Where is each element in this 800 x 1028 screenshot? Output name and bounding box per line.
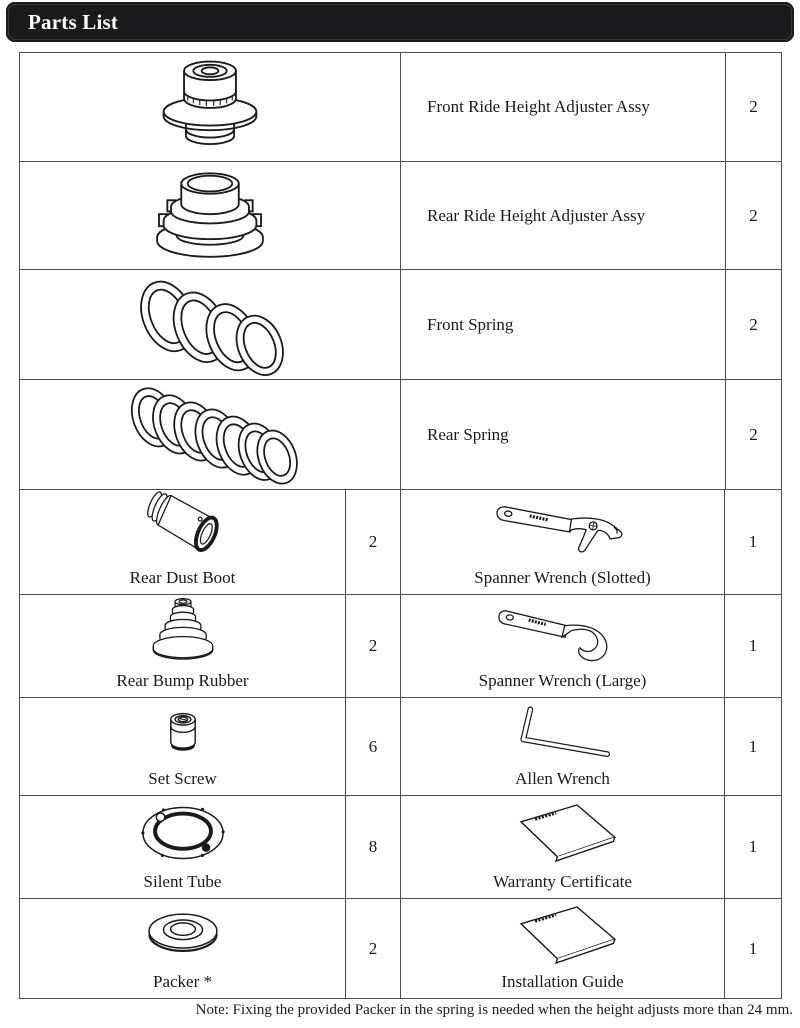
quantity-value: 1 [724, 490, 781, 594]
rear-dust-boot-image [122, 491, 244, 565]
rear-ride-height-adjuster-image [130, 165, 290, 267]
quantity-value: 2 [725, 270, 781, 379]
table-row [20, 594, 781, 697]
parts-list-header [6, 2, 794, 42]
page-title: Parts List [28, 9, 119, 34]
quantity-value: 1 [724, 796, 781, 898]
warranty-certificate-image [496, 798, 630, 868]
part-name: Set Screw [148, 769, 217, 788]
quantity-value: 1 [724, 899, 781, 998]
part-name: Packer * [152, 972, 212, 991]
part-name: Spanner Wrench (Slotted) [474, 568, 651, 587]
table-row [20, 269, 781, 379]
part-name: Allen Wrench [515, 769, 610, 788]
quantity-value: 2 [725, 380, 781, 489]
set-screw-image [160, 706, 206, 760]
table-row [20, 53, 781, 161]
part-name: Rear Dust Boot [129, 568, 236, 587]
quantity-value: 2 [345, 490, 400, 594]
quantity-value: 2 [345, 899, 400, 998]
part-name: Installation Guide [501, 972, 624, 991]
spanner-wrench-slotted-image [472, 492, 654, 564]
part-name: Rear Bump Rubber [116, 671, 249, 690]
table-row [20, 379, 781, 489]
part-name: Silent Tube [143, 872, 222, 891]
front-ride-height-adjuster-image [132, 56, 288, 158]
table-row [20, 161, 781, 269]
quantity-value: 1 [724, 595, 781, 697]
allen-wrench-image [499, 701, 627, 765]
rear-bump-rubber-image [139, 595, 227, 669]
quantity-value: 1 [724, 698, 781, 795]
quantity-value: 6 [345, 698, 400, 795]
front-spring-image [124, 273, 296, 377]
quantity-value: 2 [725, 162, 781, 269]
table-row [20, 898, 781, 998]
parts-table [19, 52, 782, 999]
silent-tube-image [133, 799, 233, 867]
rear-spring-image [121, 382, 299, 488]
footnote: Note: Fixing the provided Packer in the spring is needed when the height adjusts more than 24 mm. [195, 1002, 793, 1018]
packer-image [135, 905, 231, 965]
quantity-value: 2 [345, 595, 400, 697]
installation-guide-image [496, 900, 630, 970]
table-row [20, 697, 781, 795]
part-name: Spanner Wrench (Large) [478, 671, 647, 690]
part-name: Front Spring [400, 270, 725, 379]
spanner-wrench-large-image [474, 597, 652, 667]
quantity-value: 8 [345, 796, 400, 898]
part-name: Rear Spring [400, 380, 725, 489]
table-row [20, 489, 781, 594]
quantity-value: 2 [725, 53, 781, 161]
table-row [20, 795, 781, 898]
part-name: Warranty Certificate [493, 872, 632, 891]
part-name: Front Ride Height Adjuster Assy [400, 53, 725, 161]
part-name: Rear Ride Height Adjuster Assy [400, 162, 725, 269]
